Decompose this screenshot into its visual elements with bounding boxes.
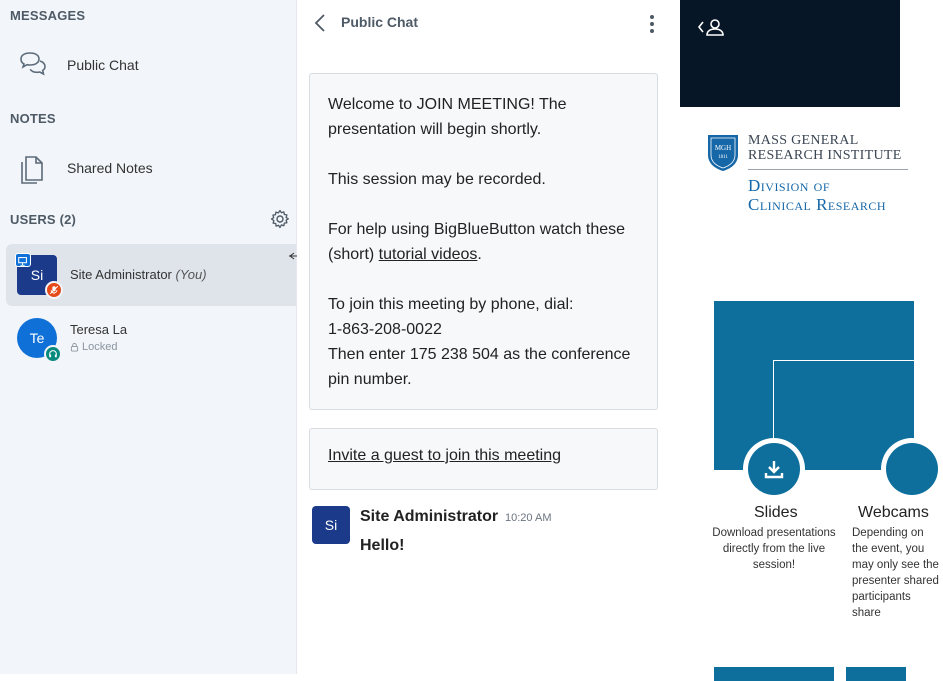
slides-description: Download presentations directly from the live session! — [712, 527, 836, 571]
user-name-text: Site Administrator — [70, 267, 172, 282]
toggle-user-list-icon[interactable] — [696, 16, 728, 38]
chat-bubbles-icon — [16, 49, 50, 83]
sidebar-item-shared-notes[interactable] — [0, 146, 296, 190]
welcome-text: Welcome to JOIN MEETING! The presentation will begin shortly. — [328, 96, 567, 138]
welcome-message — [309, 73, 658, 410]
webcams-button[interactable] — [881, 438, 943, 500]
avatar: Si — [312, 506, 350, 544]
webcams-description: Depending on the event, you may only see the presenter shared participants share — [852, 527, 939, 619]
user-list-sidebar — [0, 0, 297, 674]
slide-diagram-panel — [714, 301, 914, 470]
organization-name — [748, 133, 902, 163]
user-name — [70, 267, 207, 282]
avatar: Si — [17, 255, 57, 295]
mgh-logo-year: 1811 — [718, 155, 728, 160]
avatar: Te — [17, 318, 57, 358]
presentation-area — [680, 0, 939, 674]
dial-in-number: 1-863-208-0022 — [328, 321, 442, 338]
division-name-line1: Division of — [748, 176, 831, 195]
organization-name-line1: MASS GENERAL — [748, 133, 859, 148]
message-text: Hello! — [360, 537, 405, 554]
message-sender: Site Administrator — [360, 508, 499, 525]
chat-header — [297, 0, 680, 46]
public-chat-label: Public Chat — [67, 57, 139, 73]
help-text-start: For help using BigBlueButton watch these (short) — [328, 221, 626, 263]
organization-name-line2: RESEARCH INSTITUTE — [748, 148, 902, 163]
dial-in-intro: To join this meeting by phone, dial: — [328, 296, 574, 313]
division-name — [748, 176, 886, 214]
invite-guest-link[interactable]: Invite a guest to join this meeting — [328, 447, 562, 464]
public-chat-panel — [297, 0, 680, 674]
mgh-logo-text: MGH — [714, 144, 732, 152]
diagram-connector — [773, 360, 933, 440]
download-icon — [762, 457, 786, 481]
help-text-end: . — [477, 246, 482, 263]
mgh-logo — [707, 134, 739, 172]
tutorial-videos-link[interactable]: tutorial videos — [378, 246, 478, 263]
presentation-toolbar — [680, 0, 900, 107]
division-name-line2: Clinical Research — [748, 195, 887, 214]
user-status — [70, 341, 117, 353]
chat-title: Public Chat — [341, 14, 419, 30]
user-row-teresa-la[interactable] — [6, 306, 296, 368]
slides-heading: Slides — [754, 504, 798, 521]
user-row-site-administrator[interactable] — [6, 244, 296, 306]
user-name: Teresa La — [70, 322, 128, 337]
shared-notes-label: Shared Notes — [67, 160, 153, 176]
users-section-title: USERS (2) — [10, 212, 77, 227]
invite-guest-box — [309, 428, 658, 490]
lock-icon — [70, 342, 79, 352]
slide-footer-bar — [846, 667, 906, 681]
locked-label: Locked — [82, 341, 118, 353]
microphone-muted-icon — [45, 281, 63, 299]
you-tag: (You) — [175, 267, 207, 282]
webcams-heading: Webcams — [858, 504, 929, 521]
chevron-left-icon[interactable] — [311, 12, 331, 34]
more-options-icon[interactable] — [642, 12, 662, 36]
presenter-icon — [15, 253, 31, 267]
messages-section-title: MESSAGES — [10, 8, 86, 23]
gear-icon[interactable] — [270, 209, 290, 229]
help-text — [328, 217, 639, 267]
notes-document-icon — [16, 152, 50, 186]
dial-in-info — [328, 292, 639, 392]
message-time: 10:20 AM — [505, 512, 552, 524]
divider — [748, 169, 908, 170]
presentation-slide — [680, 107, 939, 674]
sidebar-item-public-chat[interactable] — [0, 43, 296, 87]
headset-icon — [44, 345, 62, 363]
slide-footer-bar — [714, 667, 834, 681]
recording-notice: This session may be recorded. — [328, 171, 546, 188]
dial-in-pin: Then enter 175 238 504 as the conference pin number. — [328, 346, 631, 388]
notes-section-title: NOTES — [10, 111, 56, 126]
slides-download-button[interactable] — [743, 438, 805, 500]
